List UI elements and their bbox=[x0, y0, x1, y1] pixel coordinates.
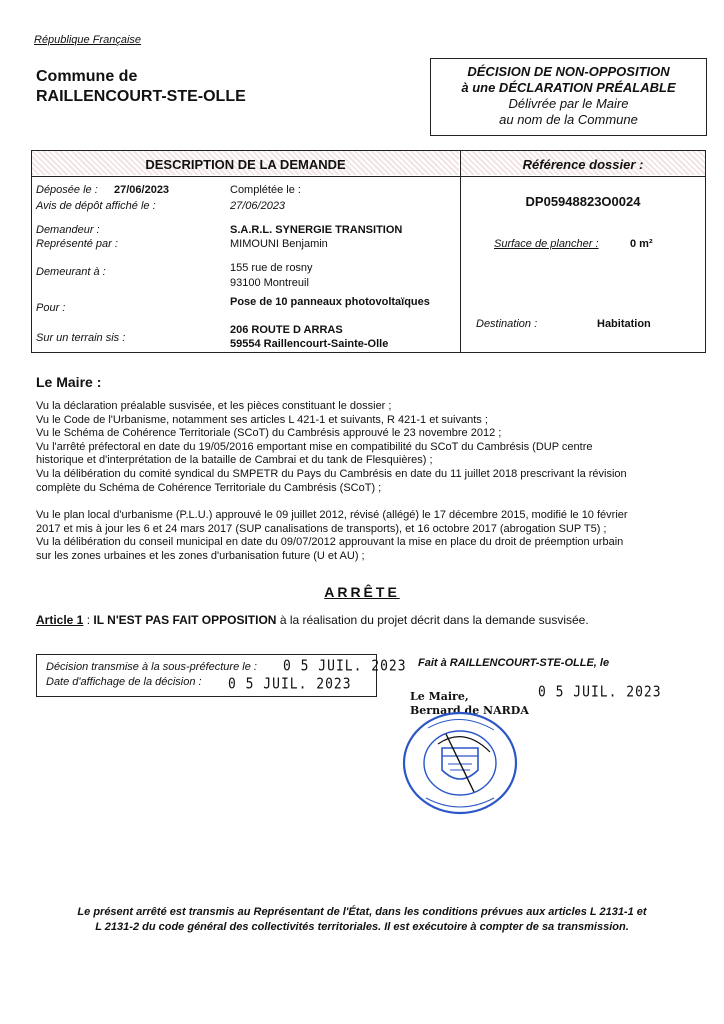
surface-value: 0 m² bbox=[630, 238, 653, 250]
vu-line: Vu la délibération du comité syndical du SMPETR du Pays du Cambrésis en date du 11 juillet 2018 prescrivant la révision bbox=[36, 467, 627, 480]
vu-line: Vu le Schéma de Cohérence Territoriale (SCoT) du Cambrésis approuvé le 23 novembre 2012 ; bbox=[36, 427, 502, 440]
vu-line: Vu le plan local d'urbanisme (P.L.U.) approuvé le 09 juillet 2012, révisé (allégé) le 17 décembre 2015, modifié le 10 février bbox=[36, 509, 628, 522]
mairie-seal-icon bbox=[398, 708, 522, 818]
represente-value: MIMOUNI Benjamin bbox=[230, 238, 328, 250]
pour-label: Pour : bbox=[36, 302, 66, 314]
terrain-label: Sur un terrain sis : bbox=[36, 332, 126, 344]
completee-label: Complétée le : bbox=[230, 184, 301, 196]
terrain-line-2: 59554 Raillencourt-Sainte-Olle bbox=[230, 338, 389, 350]
decision-line-3: Délivrée par le Maire bbox=[508, 96, 629, 111]
avis-label: Avis de dépôt affiché le : bbox=[36, 200, 156, 212]
footer-note bbox=[0, 905, 724, 935]
transmission-label: Décision transmise à la sous-préfecture le : bbox=[46, 661, 257, 673]
adresse-line-2: 93100 Montreuil bbox=[230, 277, 309, 289]
transmission-date-stamp: 0 5 JUIL. 2023 bbox=[283, 657, 407, 676]
article-label: Article 1 bbox=[36, 613, 84, 627]
vu-line: Vu l'arrêté préfectoral en date du 19/05/2016 emportant mise en compatibilité du SCoT du Cambrésis (DUP centre bbox=[36, 440, 593, 453]
decision-line-4: au nom de la Commune bbox=[499, 112, 638, 127]
pour-value: Pose de 10 panneaux photovoltaïques bbox=[230, 296, 430, 308]
footer-line: Le présent arrêté est transmis au Représentant de l'État, dans les conditions prévues aux articles L 2131-1 et bbox=[77, 906, 647, 918]
fait-date-stamp: 0 5 JUIL. 2023 bbox=[538, 683, 662, 702]
vu-line: complète du Schéma de Cohérence Territoriale du Cambrésis (SCoT) ; bbox=[36, 481, 382, 494]
article-decision: IL N'EST PAS FAIT OPPOSITION bbox=[93, 613, 277, 627]
demandeur-label: Demandeur : bbox=[36, 224, 100, 236]
footer-line: L 2131-2 du code général des collectivités territoriales. Il est exécutoire à compter de sa transmission. bbox=[95, 921, 629, 933]
decision-title-2: à une DÉCLARATION PRÉALABLE bbox=[461, 80, 676, 95]
completee-value: 27/06/2023 bbox=[230, 200, 286, 212]
represente-label: Représenté par : bbox=[36, 238, 118, 250]
affichage-date-stamp: 0 5 JUIL. 2023 bbox=[228, 675, 352, 694]
affichage-label: Date d'affichage de la décision : bbox=[46, 676, 202, 688]
vu-line: sur les zones urbaines et les zones d'urbanisation future (U et AU) ; bbox=[36, 549, 365, 562]
considerants bbox=[36, 400, 706, 564]
republic-label: République Française bbox=[34, 34, 142, 46]
decision-box bbox=[430, 58, 707, 136]
commune-name: RAILLENCOURT-STE-OLLE bbox=[36, 88, 246, 105]
destination-label: Destination : bbox=[476, 318, 538, 330]
vu-line: 2017 et mis à jour les 6 et 24 mars 2017 (SUP canalisations de transports), et 16 octobre 2017 (abrogation SUP T5) ; bbox=[36, 522, 607, 535]
reference-header: Référence dossier : bbox=[522, 157, 644, 172]
fait-a: Fait à RAILLENCOURT-STE-OLLE, le bbox=[418, 657, 610, 669]
surface-label: Surface de plancher : bbox=[494, 238, 599, 250]
article-rest: à la réalisation du projet décrit dans la demande susvisée. bbox=[276, 613, 589, 627]
adresse-line-1: 155 rue de rosny bbox=[230, 262, 313, 274]
article-1 bbox=[36, 613, 589, 627]
article-colon: : bbox=[83, 613, 94, 627]
signature-title: Le Maire, bbox=[410, 690, 469, 703]
maire-title: Le Maire : bbox=[36, 374, 102, 390]
table-header-divider bbox=[31, 176, 706, 177]
vu-line: historique et d'interprétation de la bataille de Cambrai et du tank de Flesquières) ; bbox=[36, 454, 433, 467]
vu-line: Vu la délibération du conseil municipal en date du 09/07/2012 approuvant la mise en place du droit de préemption urbain bbox=[36, 536, 624, 549]
deposee-label: Déposée le : bbox=[36, 184, 98, 196]
arrete-title: ARRÊTE bbox=[324, 584, 400, 600]
decision-title-1: DÉCISION DE NON-OPPOSITION bbox=[467, 64, 670, 79]
demeurant-label: Demeurant à : bbox=[36, 266, 106, 278]
reference-value: DP05948823O0024 bbox=[525, 194, 641, 209]
description-header: DESCRIPTION DE LA DEMANDE bbox=[145, 157, 346, 172]
commune-label: Commune de bbox=[36, 68, 138, 85]
signature-name: Bernard de NARDA bbox=[410, 704, 529, 717]
terrain-line-1: 206 ROUTE D ARRAS bbox=[230, 324, 343, 336]
vu-line: Vu la déclaration préalable susvisée, et les pièces constituant le dossier ; bbox=[36, 400, 392, 412]
destination-value: Habitation bbox=[597, 318, 651, 330]
deposee-value: 27/06/2023 bbox=[114, 184, 170, 196]
table-column-divider bbox=[460, 150, 461, 353]
demandeur-value: S.A.R.L. SYNERGIE TRANSITION bbox=[230, 224, 403, 236]
vu-line: Vu le Code de l'Urbanisme, notamment ses articles L 421-1 et suivants, R 421-1 et suivants ; bbox=[36, 413, 488, 426]
